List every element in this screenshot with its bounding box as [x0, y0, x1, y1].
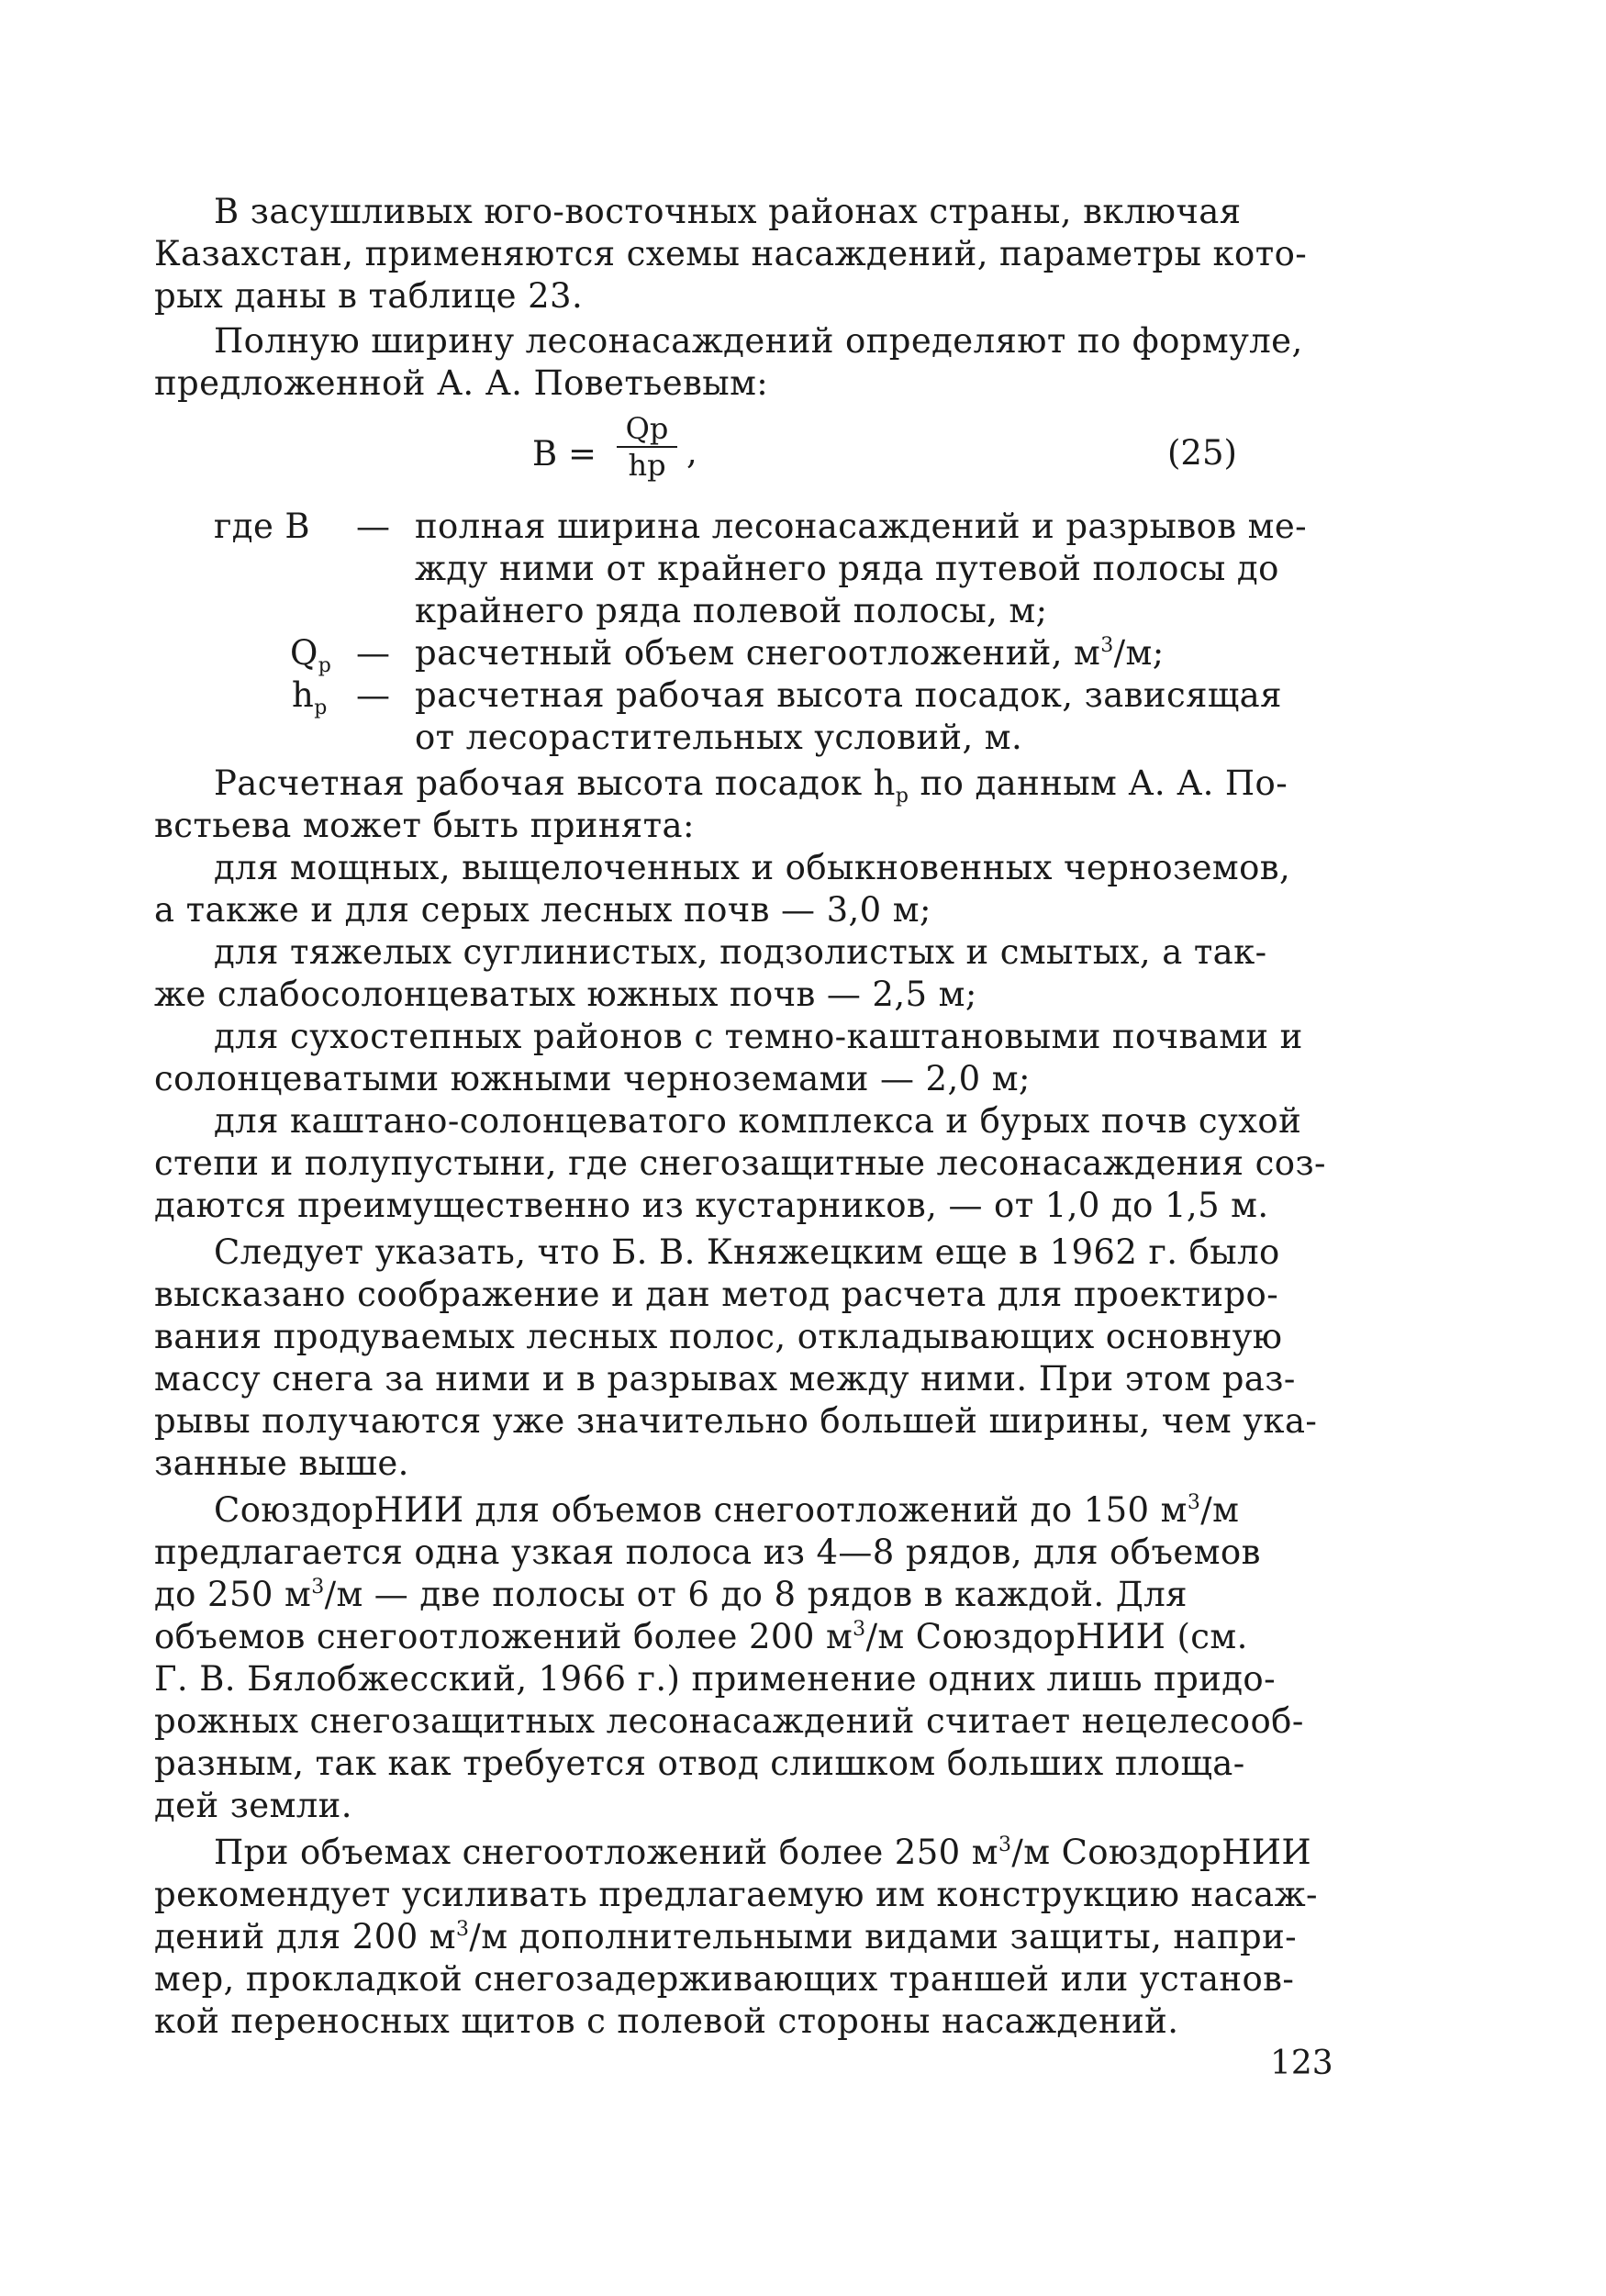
paragraph-1-line-3: рых даны в таблице 23.: [154, 276, 584, 316]
paragraph-4-line-5: рывы получаются уже значительно большей ширины, чем ука-: [154, 1401, 1318, 1441]
paragraph-1-line-2: Казахстан, применяются схемы насаждений, параметры кото-: [154, 234, 1308, 273]
paragraph-3-line-2: встьева может быть принята:: [154, 806, 695, 845]
formula-numerator: Qр: [625, 411, 669, 446]
paragraph-6-line-4: мер, прокладкой снегозадерживающих траншей или установ-: [154, 1959, 1295, 1999]
paragraph-2-line-1: Полную ширину лесонасаждений определяют по формуле,: [214, 321, 1303, 361]
paragraph-5-line-1: СоюздорНИИ для объемов снегоотложений до 150 $м^3/м$: [214, 1490, 1240, 1530]
paragraph-5-line-4: объемов снегоотложений более 200 $м^3/м$ СоюздорНИИ (см.: [154, 1617, 1248, 1656]
paragraph-1-line-1: В засушливых юго-восточных районах страны, включая: [214, 192, 1242, 231]
paragraph-5-line-2: предлагается одна узкая полоса из 4—8 рядов, для объемов: [154, 1533, 1261, 1572]
formula-fraction: [615, 411, 679, 483]
paragraph-4-line-3: вания продуваемых лесных полос, откладывающих основную: [154, 1317, 1283, 1356]
def-b-line-1: полная ширина лесонасаждений и разрывов ме-: [415, 507, 1308, 546]
paragraph-6-line-1: При объемах снегоотложений более 250 $м^3/м$ СоюздорНИИ: [214, 1833, 1312, 1872]
def-h-symbol: $h_р$: [292, 675, 328, 719]
def-q-symbol: $Q_р$: [290, 633, 332, 677]
def-dash-2: —: [356, 633, 391, 673]
list-item-2-line-1: для тяжелых суглинистых, подзолистых и смытых, а так-: [214, 932, 1267, 972]
list-item-3-line-1: для сухостепных районов с темно-каштановыми почвами и: [214, 1017, 1303, 1056]
def-h-line-2: от лесорастительных условий, м.: [415, 718, 1023, 757]
def-where-b: где В: [214, 507, 311, 546]
def-q-text: расчетный объем снегоотложений, $м^3/м$;: [415, 633, 1165, 673]
formula-denominator: hр: [628, 448, 666, 483]
paragraph-4-line-2: высказано соображение и дан метод расчета для проектиро-: [154, 1275, 1279, 1314]
formula-lhs: В =: [532, 434, 597, 474]
def-b-line-3: крайнего ряда полевой полосы, м;: [415, 591, 1048, 630]
paragraph-4-line-4: массу снега за ними и в разрывах между ними. При этом раз-: [154, 1359, 1296, 1399]
list-item-1-line-2: а также и для серых лесных почв — 3,0 м;: [154, 890, 931, 930]
paragraph-5-line-6: рожных снегозащитных лесонасаждений считает нецелесооб-: [154, 1701, 1304, 1741]
paragraph-4-line-6: занные выше.: [154, 1443, 409, 1483]
paragraph-6-line-3: дений для 200 $м^3/м$ дополнительными видами защиты, напри-: [154, 1917, 1298, 1956]
list-item-3-line-2: солонцеватыми южными черноземами — 2,0 м;: [154, 1059, 1031, 1098]
formula-comma: ,: [686, 432, 697, 472]
def-b-line-2: жду ними от крайнего ряда путевой полосы до: [415, 549, 1279, 588]
list-item-4-line-3: даются преимущественно из кустарников, — от 1,0 до 1,5 м.: [154, 1186, 1269, 1225]
paragraph-2-line-2: предложенной А. А. Поветьевым:: [154, 363, 769, 403]
def-h-line-1: расчетная рабочая высота посадок, зависящая: [415, 675, 1282, 715]
paragraph-3-line-1: Расчетная рабочая высота посадок $h_р$ по данным А. А. По-: [214, 763, 1288, 808]
page-number: 123: [1270, 2045, 1333, 2082]
paragraph-5-line-8: дей земли.: [154, 1786, 352, 1825]
list-item-2-line-2: же слабосолонцеватых южных почв — 2,5 м;: [154, 975, 977, 1014]
def-dash-1: —: [356, 507, 391, 546]
paragraph-6-line-2: рекомендует усиливать предлагаемую им конструкцию насаж-: [154, 1875, 1318, 1914]
def-dash-3: —: [356, 675, 391, 715]
list-item-1-line-1: для мощных, выщелоченных и обыкновенных черноземов,: [214, 848, 1291, 887]
equation-number: (25): [1167, 433, 1237, 473]
paragraph-6-line-5: кой переносных щитов с полевой стороны насаждений.: [154, 2001, 1179, 2041]
list-item-4-line-1: для каштано-солонцеватого комплекса и бурых почв сухой: [214, 1101, 1302, 1141]
paragraph-5-line-3: до 250 $м^3/м$ — две полосы от 6 до 8 рядов в каждой. Для: [154, 1575, 1188, 1614]
paragraph-5-line-7: разным, так как требуется отвод слишком больших площа-: [154, 1744, 1245, 1783]
paragraph-4-line-1: Следует указать, что Б. В. Княжецким еще в 1962 г. было: [214, 1232, 1280, 1272]
list-item-4-line-2: степи и полупустыни, где снегозащитные лесонасаждения соз-: [154, 1143, 1326, 1183]
formula: [532, 407, 771, 498]
paragraph-5-line-5: Г. В. Бялобжесский, 1966 г.) применение одних лишь придо-: [154, 1659, 1276, 1699]
